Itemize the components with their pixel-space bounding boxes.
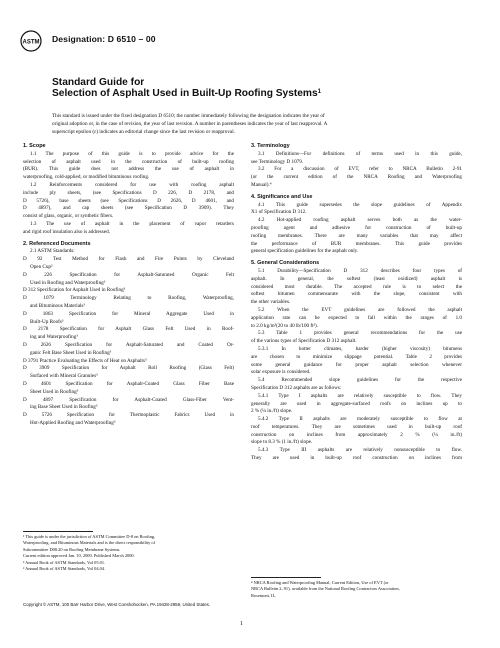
text-line: 5.2 When the EVT guidelines are followed the asphalt bbox=[258, 306, 462, 313]
text-line: asphalt. In general, the softest (least oxidized) asphalt is bbox=[251, 275, 462, 282]
left-column bbox=[23, 143, 234, 428]
text-line: 5.4.3 Type III asphalts are relatively nonsusceptible to flow. bbox=[258, 447, 462, 454]
text-line: slope to 8.3 % (1 in./ft) slope. bbox=[251, 439, 313, 446]
footnotes-left bbox=[23, 534, 155, 572]
text-line: 2 % (¼ in./ft) slope. bbox=[251, 408, 293, 415]
text-line: D 4601 Specification for Asphalt-Coated Glass Fiber Base bbox=[23, 380, 234, 387]
text-line: D 4897), and cap sheets (see Specification D 3909). They bbox=[23, 205, 234, 212]
text-line: generally are used in aggregate-surfaced roofs on inclines up to bbox=[251, 400, 462, 407]
footnote-line: Waterproofing, and Bituminous Materials and is the direct responsibility of bbox=[23, 540, 156, 546]
footnote-line: Rosemont, IL. bbox=[251, 592, 277, 598]
text-line: D 5726 Specification for Thermoplastic Fabrics Used in bbox=[23, 412, 234, 419]
section-heading: 5. General Considerations bbox=[251, 260, 320, 267]
notice-line: superscript epsilon (ε) indicates an editorial change since the last revision or reapproval. bbox=[52, 128, 235, 135]
section-heading: 3. Terminology bbox=[251, 143, 290, 149]
text-line: ing Base Sheet Used in Roofing³ bbox=[30, 404, 98, 411]
text-line: D 92 Test Method for Flash and Fire Points by Cleveland bbox=[23, 256, 234, 263]
text-line: consist of glass, organic, or synthetic fibers. bbox=[23, 213, 114, 220]
text-line: 1.2 Reinforcements considered for use with roofing asphalt bbox=[30, 181, 234, 188]
text-line: 3.2 For a discussion of EVT, refer to NRCA Bulletin 2-91 bbox=[258, 166, 462, 173]
text-line: ganic Felt Base Sheet Used in Roofing³ bbox=[30, 349, 112, 356]
text-line: some general guidance for proper asphalt selection whenever bbox=[251, 361, 462, 368]
text-line: D 1079 Terminology Relating to Roofing, Waterproofing, bbox=[23, 295, 234, 302]
text-line: D 3909 Specification for Asphalt Roll Roofing (Glass Felt) bbox=[23, 365, 234, 372]
footnote-line: ³ Annual Book of ASTM Standards, Vol 04.04. bbox=[23, 565, 106, 571]
text-line: D 1863 Specification for Mineral Aggregate Used in bbox=[23, 310, 234, 317]
text-line: 4.1 This guide supersedes the slope guidelines of Appendix bbox=[258, 201, 462, 208]
footnotes-right bbox=[251, 580, 400, 599]
notice-line: This standard is issued under the fixed designation D 6510; the number immediately following the designation indicates the year of bbox=[52, 113, 325, 119]
title-text: Selection of Asphalt Used in Built-Up Roofing Systems bbox=[52, 88, 318, 99]
text-line: selection of asphalt used in the construction of built-up roofing bbox=[23, 158, 234, 165]
text-line: to 2.0 kg/m²(20 to 40 lb/100 ft²). bbox=[251, 322, 319, 329]
text-line: (BUR). This guide does not address the use of asphalt in bbox=[23, 166, 234, 173]
text-line: application rate can be expected to fall within the ranges of 1.0 bbox=[251, 314, 462, 321]
text-line: considered most durable. The accepted rule is to select the bbox=[251, 283, 462, 290]
text-line: 5.4.2 Type II asphalts are moderately susceptible to flow at bbox=[258, 416, 462, 423]
text-line: and rigid roof insulation also is addressed. bbox=[23, 228, 110, 235]
text-line: 5.1 Durability—Specification D 312 describes four types of bbox=[258, 267, 462, 274]
copyright-line: Copyright © ASTM, 100 Barr Harbor Drive, West Conshohocken, PA 19428-2959, United States. bbox=[23, 602, 211, 607]
text-line: waterproofing, cold-applied, or modified bituminous roofing. bbox=[23, 174, 150, 181]
text-line: 5.4.1 Type I asphalts are relatively susceptible to flow. They bbox=[258, 392, 462, 399]
text-line: 5.3 Table 1 provides general recommendations for the use bbox=[258, 330, 462, 337]
section-heading: 4. Significance and Use bbox=[251, 193, 313, 200]
footnote-line: ⁴ NRCA Roofing and Waterproofing Manual, Current Edition, Use of EVT (or bbox=[251, 580, 389, 585]
text-line: D 226 Specification for Asphalt-Saturated Organic Felt bbox=[23, 271, 234, 278]
footnote-rule-left bbox=[23, 531, 93, 532]
footnote-line: ² Annual Book of ASTM Standards, Vol 05.01. bbox=[23, 559, 106, 565]
text-line: D 312 Specification for Asphalt Used in Roofing³ bbox=[23, 287, 126, 294]
section-heading: 2. Referenced Documents bbox=[23, 240, 91, 247]
text-line: of the various types of Specification D 312 asphalt. bbox=[251, 338, 357, 345]
title-footnote-ref: 1 bbox=[317, 89, 321, 95]
text-line: are chosen to minimize slippage potential. Table 2 provides bbox=[251, 353, 462, 360]
text-line: Open Cup² bbox=[30, 263, 53, 270]
text-line: Built-Up Roofs³ bbox=[30, 318, 64, 325]
text-line: Specification D 312 asphalts are as follows: bbox=[251, 384, 342, 391]
page-number: 1 bbox=[240, 621, 243, 627]
text-line: 1.3 The use of asphalt in the placement of vapor retarders bbox=[30, 220, 234, 227]
text-line: X1 of Specification D 312. bbox=[251, 209, 307, 216]
text-line: ing and Waterproofing³ bbox=[30, 334, 78, 341]
right-column bbox=[251, 143, 462, 463]
text-line: 1.1 The purpose of this guide is to provide advice for the bbox=[30, 150, 234, 157]
notice-line: original adoption or, in the case of revision, the year of last revision. A number in parentheses indicates the year of last reapproval. A bbox=[52, 120, 328, 127]
footnote-line: Current edition approved Jan. 10, 2000. Published March 2000. bbox=[23, 553, 135, 559]
text-line: Hot-Applied Roofing and Waterproofing³ bbox=[30, 419, 116, 426]
standard-notice bbox=[52, 113, 442, 136]
text-line: D 4897 Specification for Asphalt-Coated Glass-Fiber Vent- bbox=[23, 396, 234, 403]
text-line: They are used in built-up roof construction on inclines from bbox=[251, 455, 462, 462]
text-line: Manual).⁴ bbox=[251, 181, 272, 188]
text-line: Surfaced with Mineral Granules³ bbox=[30, 373, 98, 380]
text-line: the other variables. bbox=[251, 299, 291, 306]
text-line: the performance of BUR membranes. This guide provides bbox=[251, 240, 462, 247]
text-line: roofing membranes. There are many variables that may affect bbox=[251, 232, 462, 239]
text-line: 5.4 Recommended slope guidelines for the respective bbox=[258, 377, 462, 384]
text-line: solar exposure is considered. bbox=[251, 369, 311, 376]
text-line: D 2178 Specification for Asphalt Glass Felt Used in Roof- bbox=[23, 326, 234, 333]
text-line: include ply sheets, (see Specifications D 226, D 2178, and bbox=[23, 189, 234, 196]
text-line: see Terminology D 1079. bbox=[251, 158, 304, 165]
section-heading: 1. Scope bbox=[23, 143, 46, 149]
text-line: D 5726), base sheets (see Specifications D 2626, D 4601, and bbox=[23, 197, 234, 204]
text-line: (or the current edition of the NRCA Roofing and Waterproofing bbox=[251, 174, 462, 181]
text-line: roof temperatures. They are sometimes used in built-up roof bbox=[251, 423, 462, 430]
footnote-line: NRCA Bulletin 2–91), available from the National Roofing Contractors Association, bbox=[251, 586, 400, 592]
text-line: D 2626 Specification for Asphalt-Saturated and Coated Or- bbox=[23, 341, 234, 348]
text-line: and Bituminous Materials³ bbox=[30, 302, 85, 309]
text-line: D 3791 Practice Evaluating the Effects of Heat on Asphalts³ bbox=[23, 357, 147, 364]
title-line-1: Standard Guide for bbox=[52, 77, 145, 88]
text-line: general specification guidelines for the asphalt only. bbox=[251, 248, 359, 255]
footnote-rule-right bbox=[251, 577, 321, 578]
text-line: proofing agent and adhesive for construction of built-up bbox=[251, 224, 462, 231]
text-line: Sheet Used in Roofing³ bbox=[30, 388, 79, 395]
designation: Designation: D 6510 – 00 bbox=[52, 34, 156, 44]
astm-logo-icon bbox=[20, 30, 42, 52]
text-line: 5.3.1 In hotter climates, harder (higher viscosity) bitumens bbox=[258, 345, 462, 352]
footnote-line: ¹ This guide is under the jurisdiction of ASTM Committee D-8 on Roofing, bbox=[23, 534, 156, 539]
text-line: Used in Roofing and Waterproofing³ bbox=[30, 279, 106, 286]
footnote-line: Subcommittee D08.20 on Roofing Membrane Systems. bbox=[23, 546, 121, 552]
logo-text: ASTM bbox=[22, 39, 40, 46]
text-line: construction on inclines from approximately 2 % (¼ in./ft) bbox=[251, 431, 462, 438]
text-line: softest bitumen commensurate with the slope, consistent with bbox=[251, 291, 462, 298]
text-line: 4.2 Hot-applied roofing asphalt serves both as the water- bbox=[258, 217, 462, 224]
title-line-2 bbox=[52, 88, 321, 99]
text-line: 3.1 Definitions—For definitions of terms used in this guide, bbox=[258, 150, 462, 157]
text-line: 2.1 ASTM Standards: bbox=[30, 248, 75, 255]
